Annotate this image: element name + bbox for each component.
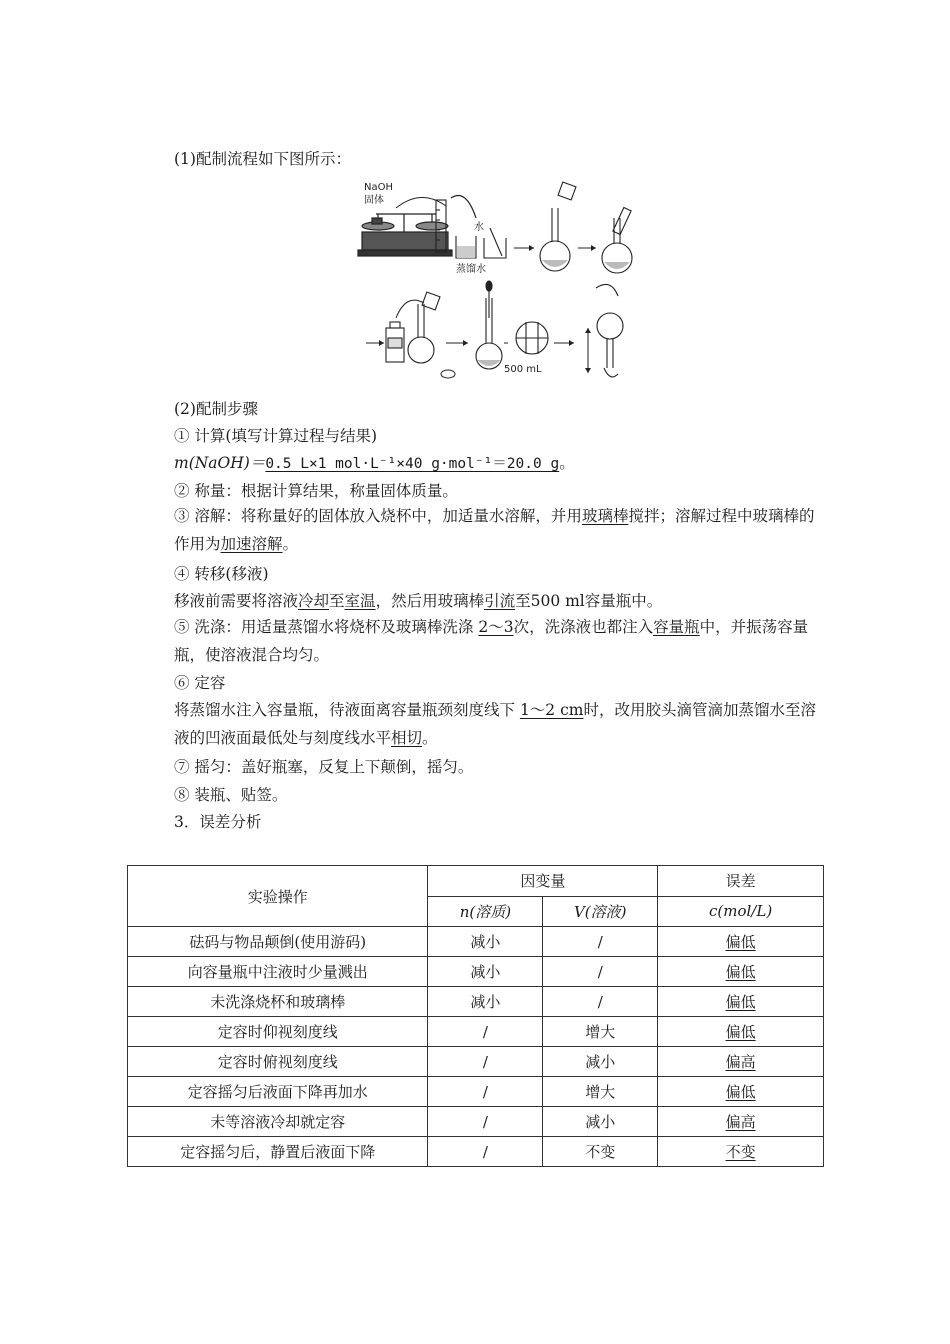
- row-v: /: [597, 992, 603, 1011]
- stopper-icon: [441, 370, 455, 378]
- step4-blank2: 室温: [344, 592, 376, 610]
- beaker-icon: [456, 236, 476, 258]
- row-operation: 定容摇匀后液面下降再加水: [187, 1083, 368, 1101]
- row-operation: 定容时仰视刻度线: [217, 1023, 338, 1041]
- table-row: [128, 1077, 824, 1107]
- row-operation-cell: [128, 1017, 428, 1047]
- row-v-cell: [543, 1047, 658, 1077]
- row-operation-cell: [128, 1047, 428, 1077]
- reagent-bottle-icon: [386, 322, 404, 362]
- row-v-cell: [543, 927, 658, 957]
- steps-heading: (2)配制步骤: [174, 400, 258, 418]
- label-distilled: 蒸馏水: [456, 264, 486, 275]
- row-n: /: [482, 1082, 488, 1101]
- row-c: 偏高: [725, 1113, 756, 1131]
- row-c: 偏低: [725, 1023, 756, 1041]
- error-analysis-table: [127, 865, 824, 1167]
- step4: 移液前需要将溶液冷却至室温，然后用玻璃棒引流至500 ml容量瓶中。: [174, 592, 663, 610]
- step5-blank1: 2～3: [478, 618, 514, 636]
- row-n: /: [482, 1022, 488, 1041]
- formula-answer: 0.5 L×1 mol·L⁻¹×40 g·mol⁻¹＝20.0 g: [265, 456, 560, 472]
- row-v-cell: [543, 987, 658, 1017]
- formula-lhs: m(NaOH)＝: [174, 454, 266, 472]
- step4-blank1: 冷却: [298, 592, 330, 610]
- table-row: [128, 1047, 824, 1077]
- step7: ⑦ 摇匀：盖好瓶塞，反复上下颠倒，摇匀。: [174, 758, 474, 776]
- step4-blank3: 引流: [484, 592, 516, 610]
- formula-end: 。: [559, 454, 575, 472]
- row-v-cell: [543, 957, 658, 987]
- row-c-cell: [658, 1017, 824, 1047]
- row-operation-cell: [128, 987, 428, 1017]
- table-row: [128, 987, 824, 1017]
- step3-blank1: 玻璃棒: [581, 507, 629, 525]
- label-volume: 500 mL: [504, 364, 542, 375]
- label-solid: 固体: [364, 195, 384, 206]
- process-heading: (1)配制流程如下图所示：: [174, 150, 351, 168]
- row-v-cell: [543, 1107, 658, 1137]
- table-row: [128, 1017, 824, 1047]
- step2: ② 称量：根据计算结果，称量固体质量。: [174, 482, 458, 500]
- table-row: [128, 927, 824, 957]
- label-water: 水: [474, 222, 484, 233]
- beaker-stir-icon: [484, 228, 506, 258]
- row-n: /: [482, 1112, 488, 1131]
- row-n-cell: [428, 1047, 543, 1077]
- meniscus-detail-icon: [516, 322, 548, 354]
- section3-heading: 3．误差分析: [174, 813, 262, 831]
- row-n-cell: [428, 1077, 543, 1107]
- row-operation: 向容量瓶中注液时少量溅出: [187, 963, 368, 981]
- volumetric-flask-icon: [540, 182, 576, 271]
- dropper-flask-icon: [476, 281, 502, 369]
- solution-preparation-figure: [356, 178, 656, 388]
- row-operation: 未等溶液冷却就定容: [210, 1113, 346, 1131]
- step6-blank2: 相切: [391, 729, 423, 747]
- label-naoh: NaOH: [364, 182, 393, 193]
- step1-formula: [174, 452, 575, 475]
- step1-title: ① 计算(填写计算过程与结果): [174, 427, 378, 445]
- step4-title: ④ 转移(移液): [174, 565, 269, 583]
- row-c-cell: [658, 1077, 824, 1107]
- row-v: 不变: [585, 1143, 616, 1161]
- row-c: 偏高: [725, 1053, 756, 1071]
- row-n: /: [482, 1142, 488, 1161]
- table-row: [128, 1107, 824, 1137]
- row-v: 减小: [585, 1053, 616, 1071]
- row-c: 偏低: [725, 1083, 756, 1101]
- row-v: /: [597, 932, 603, 951]
- row-c: 偏低: [725, 993, 756, 1011]
- row-c-cell: [658, 1137, 824, 1167]
- volumetric-flask-icon: [602, 208, 632, 273]
- row-v: 增大: [585, 1023, 616, 1041]
- header-n: n(溶质): [428, 896, 543, 927]
- row-n: 减小: [470, 963, 501, 981]
- row-n-cell: [428, 1107, 543, 1137]
- step6-title: ⑥ 定容: [174, 674, 226, 692]
- header-operation: 实验操作: [128, 866, 428, 927]
- row-c: 不变: [725, 1143, 756, 1161]
- row-operation: 砝码与物品颠倒(使用游码): [189, 933, 367, 951]
- row-c-cell: [658, 1047, 824, 1077]
- row-operation-cell: [128, 1077, 428, 1107]
- table-row: [128, 1137, 824, 1167]
- header-v: V(溶液): [543, 896, 658, 927]
- row-n: /: [482, 1052, 488, 1071]
- table-row: [128, 957, 824, 987]
- row-n-cell: [428, 1017, 543, 1047]
- row-v: 减小: [585, 1113, 616, 1131]
- step8: ⑧ 装瓶、贴签。: [174, 786, 288, 804]
- step3-blank2: 加速溶解: [220, 535, 283, 553]
- row-c-cell: [658, 1107, 824, 1137]
- row-v-cell: [543, 1077, 658, 1107]
- row-operation: 定容摇匀后，静置后液面下降: [180, 1143, 376, 1161]
- row-n-cell: [428, 927, 543, 957]
- row-operation-cell: [128, 957, 428, 987]
- row-operation-cell: [128, 1107, 428, 1137]
- step3: ③ 溶解：将称量好的固体放入烧杯中，加适量水溶解，并用玻璃棒搅拌；溶解过程中玻璃棒的作用为加速溶解。: [174, 507, 815, 553]
- step6-blank1: 1～2 cm: [519, 701, 584, 719]
- row-n: 减小: [470, 933, 501, 951]
- shaking-flask-icon: [596, 284, 623, 376]
- header-factor: 因变量: [428, 866, 658, 897]
- arrow-arc-icon: [396, 197, 446, 208]
- step5: ⑤ 洗涤：用适量蒸馏水将烧杯及玻璃棒洗涤 2～3次，洗涤液也都注入容量瓶中，并振荡容量瓶，使溶液混合均匀。: [174, 618, 809, 664]
- row-v: 增大: [585, 1083, 616, 1101]
- row-n-cell: [428, 1137, 543, 1167]
- row-v-cell: [543, 1137, 658, 1167]
- step5-blank2: 容量瓶: [653, 618, 700, 636]
- row-c-cell: [658, 987, 824, 1017]
- row-v-cell: [543, 1017, 658, 1047]
- step6: 将蒸馏水注入容量瓶，待液面离容量瓶颈刻度线下 1～2 cm时，改用胶头滴管滴加蒸馏水至溶液的凹液面最低处与刻度线水平相切。: [174, 701, 816, 747]
- header-error: 误差: [658, 866, 824, 897]
- row-operation-cell: [128, 1137, 428, 1167]
- row-n-cell: [428, 957, 543, 987]
- row-c-cell: [658, 957, 824, 987]
- row-n-cell: [428, 987, 543, 1017]
- row-v: /: [597, 962, 603, 981]
- table-header-row: [128, 866, 824, 897]
- wash-bottle-tube-icon: [451, 196, 476, 219]
- row-n: 减小: [470, 993, 501, 1011]
- row-c: 偏低: [725, 933, 756, 951]
- row-c: 偏低: [725, 963, 756, 981]
- row-c-cell: [658, 927, 824, 957]
- row-operation-cell: [128, 927, 428, 957]
- header-c: c(mol/L): [658, 896, 824, 927]
- row-operation: 定容时俯视刻度线: [217, 1053, 338, 1071]
- row-operation: 未洗涤烧杯和玻璃棒: [210, 993, 346, 1011]
